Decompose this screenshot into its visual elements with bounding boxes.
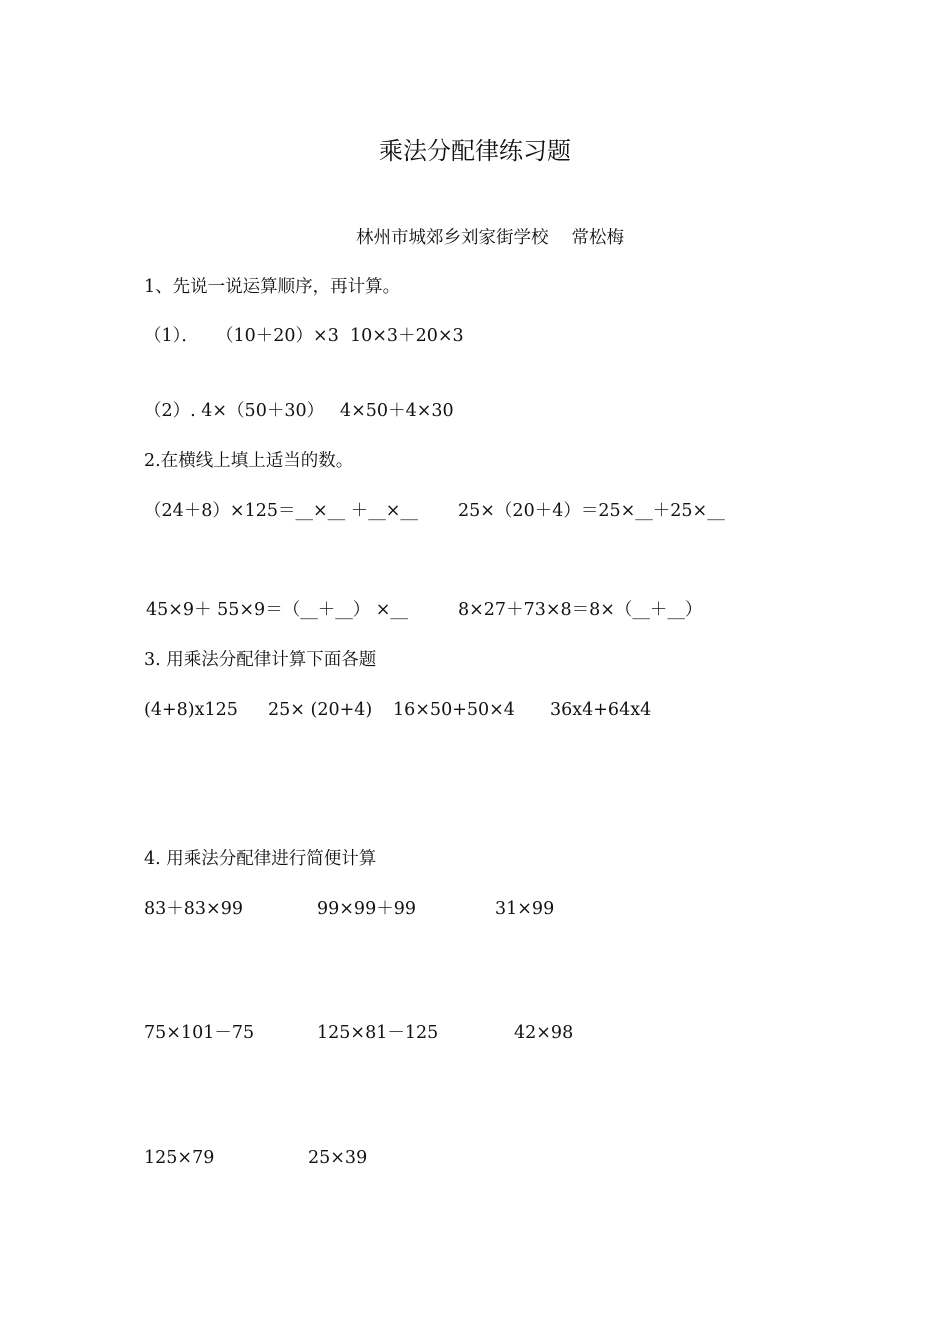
q2-row1-expr-a: （24＋8）×125＝__×__ ＋__×__ [144,501,418,521]
q3-item-1: (4+8)x125 [144,700,238,720]
q1-part1-expr-a: （10＋20）×3 [216,326,339,346]
q3-item-2: 25× (20+4) [268,700,373,720]
q1-part1-expr-b: 10×3＋20×3 [350,326,464,346]
q1-part2-expr-b: 4×50＋4×30 [340,401,454,421]
q2-heading: 2.在横线上填上适当的数。 [144,451,354,471]
q4-row2-item-3: 42×98 [514,1023,574,1043]
q1-part2-label: （2）. 4×（50＋30） [144,401,325,421]
q2-row2-expr-b: 8×27＋73×8＝8×（__＋__） [458,600,703,620]
q2-row1-expr-b: 25×（20＋4）＝25×__＋25×__ [458,501,725,521]
q1-part1-label: （1）． [144,326,199,346]
page-title: 乘法分配律练习题 [379,137,571,165]
q4-row1-item-3: 31×99 [495,899,555,919]
q3-item-3: 16×50+50×4 [393,700,515,720]
q4-row2-item-1: 75×101－75 [144,1023,255,1043]
q4-row3-item-2: 25×39 [308,1148,368,1168]
q3-item-4: 36x4+64x4 [550,700,652,720]
q4-row1-item-2: 99×99＋99 [317,899,416,919]
q4-row1-item-1: 83＋83×99 [144,899,243,919]
q4-row2-item-2: 125×81－125 [317,1023,439,1043]
author-line: 林州市城郊乡刘家街学校 常松梅 [356,228,625,248]
q3-heading: 3. 用乘法分配律计算下面各题 [144,650,377,670]
q2-row2-expr-a: 45×9＋ 55×9＝（__＋__） ×__ [146,600,408,620]
q4-heading: 4. 用乘法分配律进行简便计算 [144,849,377,869]
q4-row3-item-1: 125×79 [144,1148,215,1168]
q1-heading: 1、先说一说运算顺序，再计算。 [144,277,401,297]
